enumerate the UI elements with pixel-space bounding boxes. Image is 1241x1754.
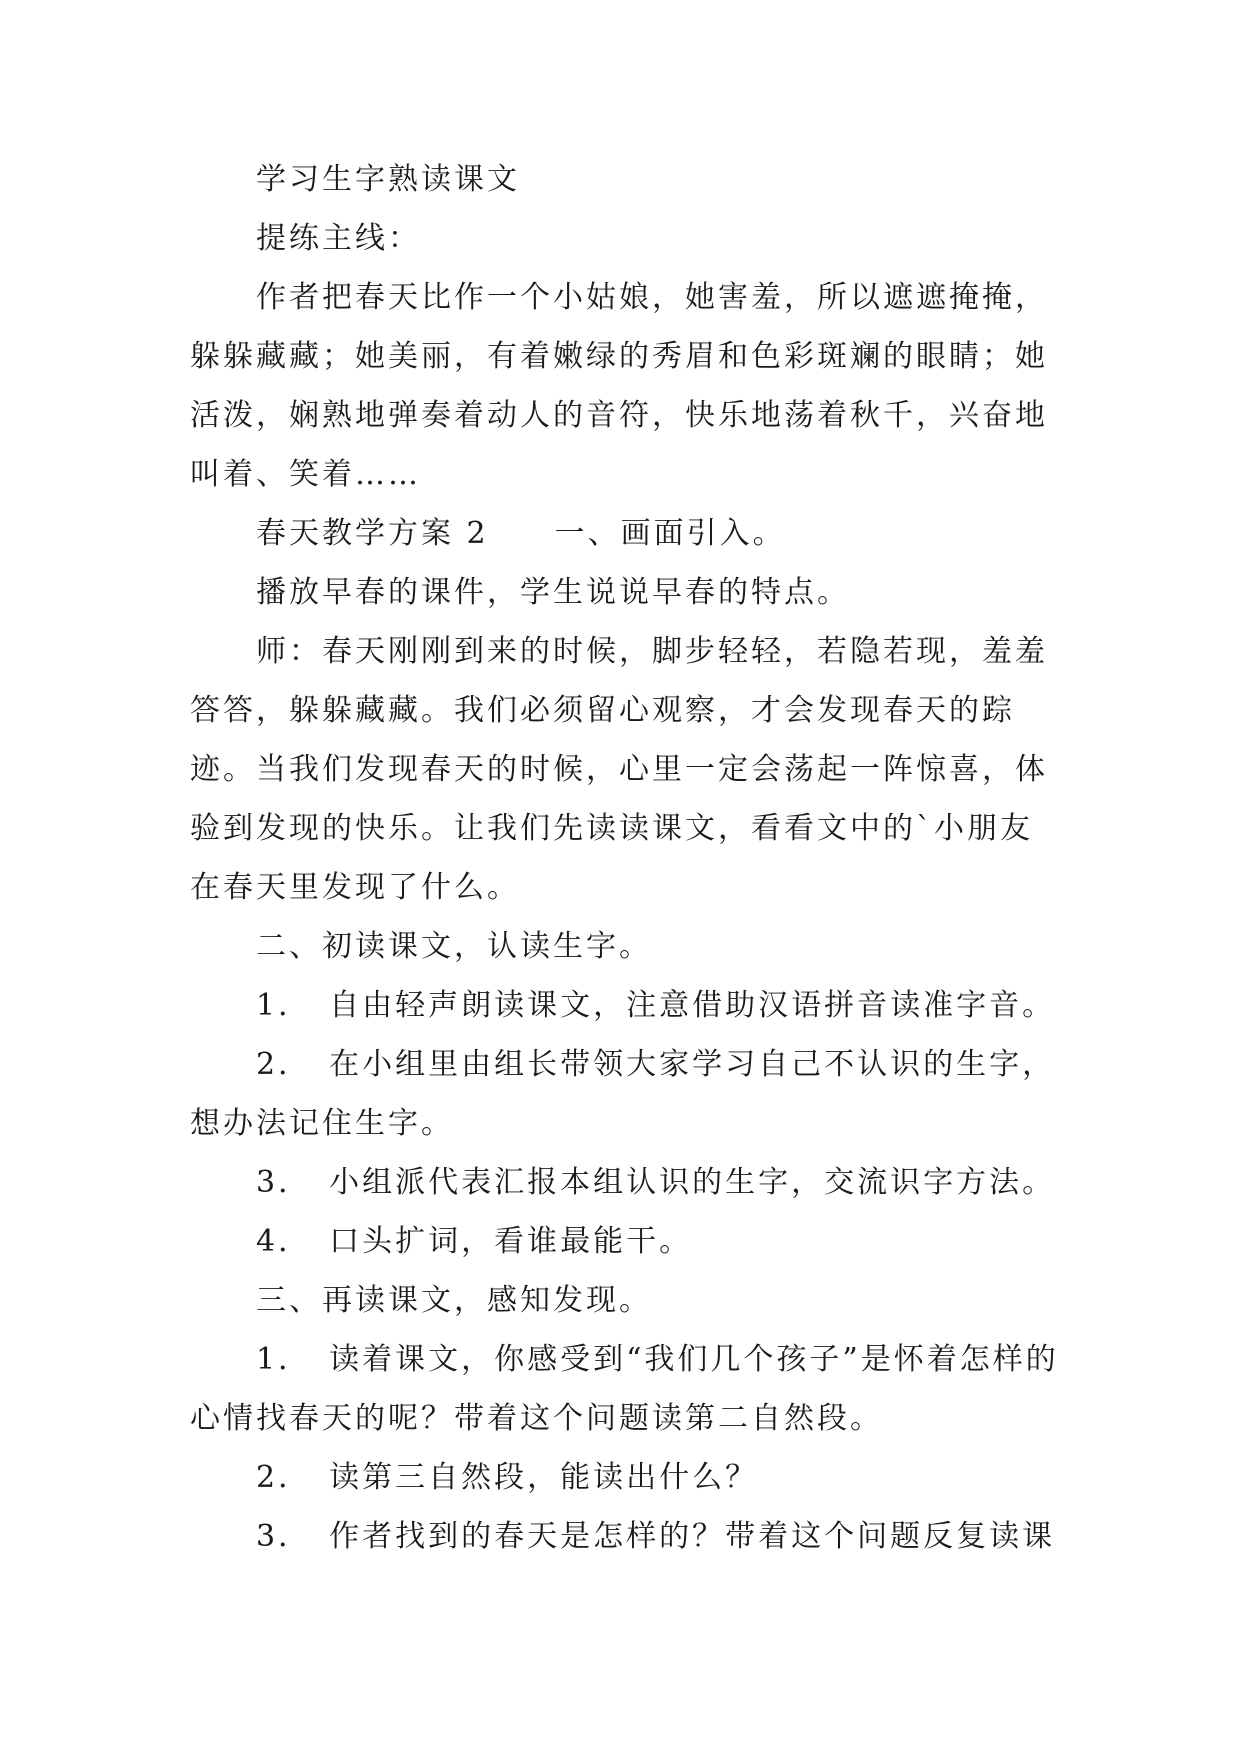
paragraph-step-3-2: 2． 读第三自然段，能读出什么？ <box>256 1460 759 1495</box>
paragraph-step-3-1: 1． 读着课文，你感受到“我们几个孩子”是怀着怎样的心情找春天的呢？带着这个问题读第二自然段。 <box>190 1342 1059 1436</box>
paragraph-teacher-intro: 师：春天刚刚到来的时候，脚步轻轻，若隐若现，羞羞答答，躲躲藏藏。我们必须留心观察，才会发现春天的踪迹。当我们发现春天的时候，心里一定会荡起一阵惊喜，体验到发现的快乐。让我们先读读课文，看看文中的`小朋友在春天里发现了什么。 <box>190 634 1048 905</box>
paragraph-spring-girl: 作者把春天比作一个小姑娘，她害羞，所以遮遮掩掩，躲躲藏藏；她美丽，有着嫩绿的秀眉和色彩斑斓的眼睛；她活泼，娴熟地弹奏着动人的音符，快乐地荡着秋千，兴奋地叫着、笑着…… <box>190 280 1048 492</box>
document-page <box>190 150 1060 1566</box>
paragraph-section-3-heading: 三、再读课文，感知发现。 <box>256 1283 652 1318</box>
paragraph-play-courseware: 播放早春的课件，学生说说早春的特点。 <box>256 575 850 610</box>
paragraph-study-new-words: 学习生字熟读课文 <box>256 162 520 197</box>
paragraph-main-thread: 提练主线： <box>256 221 421 256</box>
paragraph-plan-2-heading: 春天教学方案 2 一、画面引入。 <box>256 516 786 551</box>
paragraph-step-2-3: 3． 小组派代表汇报本组认识的生字，交流识字方法。 <box>256 1165 1056 1200</box>
paragraph-step-2-1: 1． 自由轻声朗读课文，注意借助汉语拼音读准字音。 <box>256 988 1056 1023</box>
paragraph-step-3-3: 3． 作者找到的春天是怎样的？带着这个问题反复读课 <box>256 1519 1056 1554</box>
paragraph-section-2-heading: 二、初读课文，认读生字。 <box>256 929 652 964</box>
paragraph-step-2-2: 2． 在小组里由组长带领大家学习自己不认识的生字，想办法记住生字。 <box>190 1047 1056 1141</box>
paragraph-step-2-4: 4． 口头扩词，看谁最能干。 <box>256 1224 693 1259</box>
